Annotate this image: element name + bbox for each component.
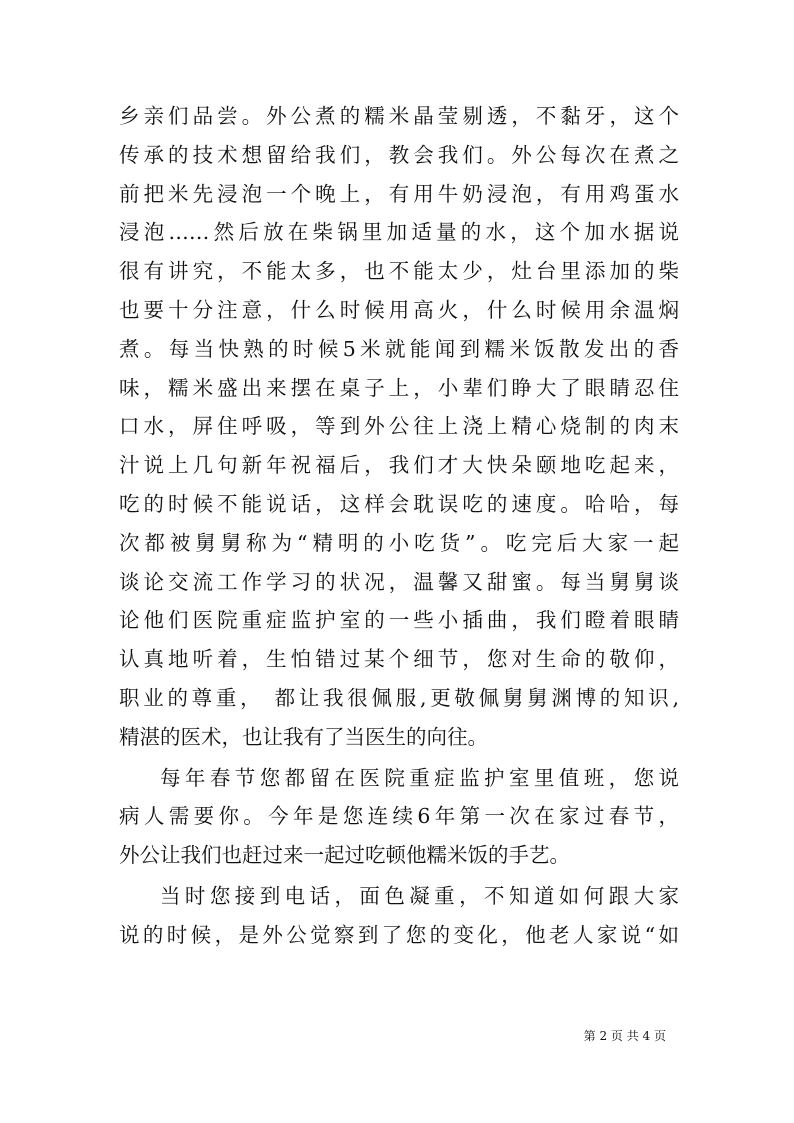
text-line: 口水，屏住呼吸，等到外公往上浇上精心烧制的肉末	[119, 414, 679, 439]
text-line: 谈论交流工作学习的状况，温馨又甜蜜。每当舅舅谈	[119, 569, 679, 594]
text-line: 很有讲究，不能太多，也不能太少，灶台里添加的柴	[119, 259, 679, 284]
text-line: 前把米先浸泡一个晚上，有用牛奶浸泡，有用鸡蛋水	[119, 181, 679, 206]
text-line: 浸泡……然后放在柴锅里加适量的水，这个加水据说	[119, 220, 679, 245]
text-line: 当时您接到电话，面色凝重，不知道如何跟大家	[160, 883, 679, 908]
text-line: 论他们医院重症监护室的一些小插曲，我们瞪着眼睛	[119, 608, 679, 633]
text-line: 传承的技术想留给我们，教会我们。外公每次在煮之	[119, 142, 679, 167]
text-line: 乡亲们品尝。外公煮的糯米晶莹剔透，不黏牙，这个	[119, 104, 679, 128]
text-line: 病人需要你。今年是您连续6年第一次在家过春节，	[119, 804, 679, 829]
text-line: 认真地听着，生怕错过某个细节，您对生命的敬仰，	[119, 647, 679, 672]
text-line: 职业的尊重， 都让我很佩服,更敬佩舅舅渊博的知识,	[119, 685, 679, 710]
page-number-footer: 第 2 页 共 4 页	[583, 1029, 666, 1043]
text-line: 外公让我们也赶过来一起过吃顿他糯米饭的手艺。	[119, 843, 570, 868]
text-line: 煮。每当快熟的时候5米就能闻到糯米饭散发出的香	[119, 336, 679, 361]
body-text	[119, 97, 679, 955]
text-line: 每年春节您都留在医院重症监护室里值班，您说	[160, 765, 679, 790]
text-line: 味，糯米盛出来摆在桌子上，小辈们睁大了眼睛忍住	[119, 375, 679, 400]
text-line: 也要十分注意，什么时候用高火，什么时候用余温焖	[119, 297, 679, 322]
text-line: 精湛的医术，也让我有了当医生的向往。	[119, 724, 488, 749]
text-line: 吃的时候不能说话，这样会耽误吃的速度。哈哈，每	[119, 491, 679, 516]
text-line: 汁说上几句新年祝福后，我们才大快朵颐地吃起来，	[119, 453, 679, 478]
text-line: 说的时候，是外公觉察到了您的变化，他老人家说“如	[119, 922, 679, 947]
text-line: 次都被舅舅称为“精明的小吃货”。吃完后大家一起	[119, 530, 679, 555]
